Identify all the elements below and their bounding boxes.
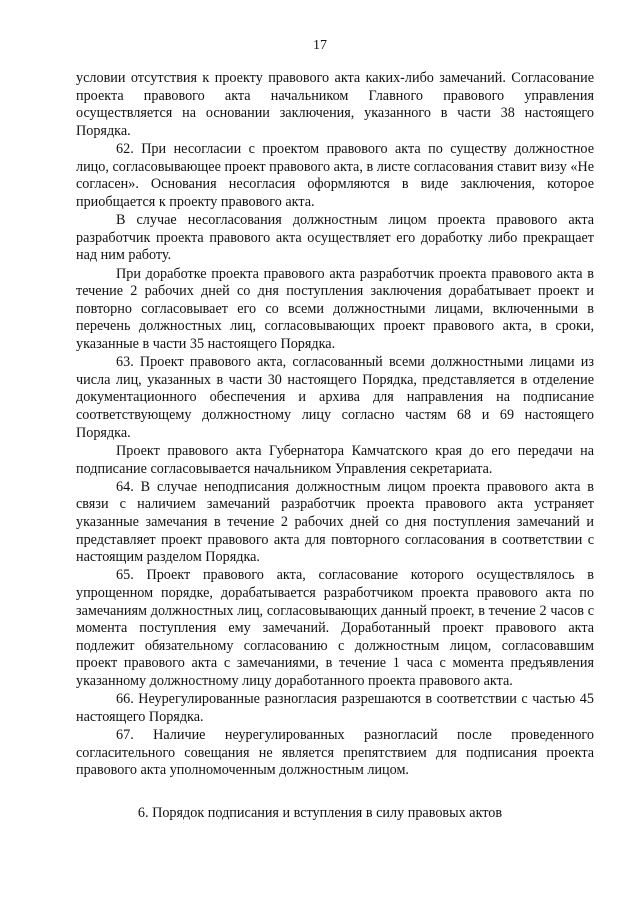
paragraph-63: 63. Проект правового акта, согласованный всеми должностными лицами из числа лиц, указанных в части 30 настоящего Порядка, представляется в отделение документационного обеспечения и архива для направления на подписание соответствующему должностному лицу согласно частям 68 и 69 настоящего Порядка. <box>76 354 594 441</box>
paragraph-65: 65. Проект правового акта, согласование которого осуществлялось в упрощенном порядке, дорабатывается разработчиком проекта правового акта по замечаниям должностных лиц, согласовывающих данный проект, в течение 2 часов с момента поступления ему замечаний. Доработанный проект правового акта подлежит обязательному согласованию с должностным лицом, согласовавшим проект правового акта с замечаниями, в течение 1 часа с момента предъявления указанному должностному лицу доработанного проекта правового акта. <box>76 567 594 689</box>
paragraph-64: 64. В случае неподписания должностным лицом проекта правового акта в связи с наличием замечаний разработчик проекта правового акта устраняет указанные замечания в течение 2 рабочих дней со дня поступления замечаний и представляет проект правового акта для повторного согласования в соответствии с настоящим разделом Порядка. <box>76 478 594 566</box>
document-body <box>76 70 594 781</box>
paragraph-62-nonapproval: В случае несогласования должностным лицом проекта правового акта разработчик проекта правового акта осуществляет его доработку либо прекращает над ним работу. <box>76 212 594 264</box>
paragraph-62: 62. При несогласии с проектом правового акта по существу должностное лицо, согласовывающее проект правового акта, в листе согласования ставит визу «Не согласен». Основания несогласия оформляются в виде заключения, которое приобщается к проекту правового акта. <box>76 141 594 210</box>
section-heading: 6. Порядок подписания и вступления в силу правовых актов <box>137 805 503 821</box>
page-number: 17 <box>313 38 327 53</box>
paragraph-continuation: условии отсутствия к проекту правового акта каких-либо замечаний. Согласование проекта правового акта начальником Главного правового управления осуществляется на основании заключения, указанного в части 38 настоящего Порядка. <box>76 70 594 139</box>
paragraph-67: 67. Наличие неурегулированных разногласий после проведенного согласительного совещания не является препятствием для подписания проекта правового акта уполномоченным должностным лицом. <box>76 727 594 779</box>
paragraph-66: 66. Неурегулированные разногласия разрешаются в соответствии с частью 45 настоящего Порядка. <box>76 691 594 725</box>
paragraph-63-governor: Проект правового акта Губернатора Камчатского края до его передачи на подписание согласовывается начальником Управления секретариата. <box>76 442 594 477</box>
paragraph-62-revision: При доработке проекта правового акта разработчик проекта правового акта в течение 2 рабочих дней со дня поступления заключения дорабатывает проект и повторно согласовывает его со всеми должностными лицами, включенными в перечень должностных лиц, согласовывающих проект правового акта, в сроки, указанные в части 35 настоящего Порядка. <box>76 265 594 352</box>
